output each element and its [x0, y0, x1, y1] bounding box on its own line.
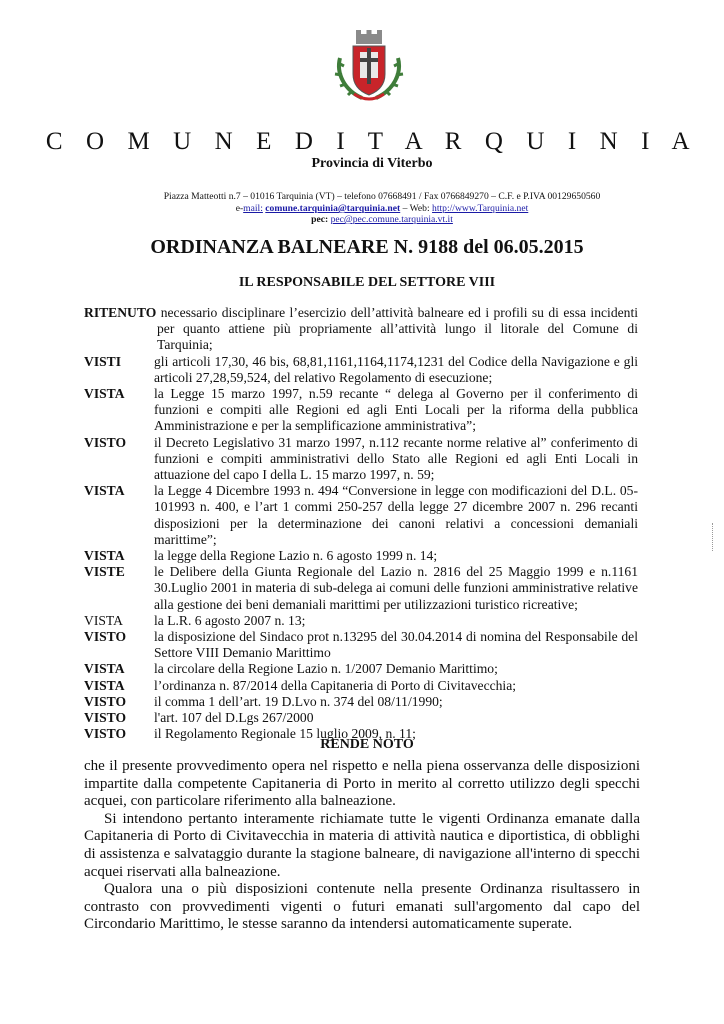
clause-label: VISTO [84, 726, 127, 742]
clause-row [84, 564, 638, 613]
clause-text: l’ordinanza n. 87/2014 della Capitaneria di Porto di Civitavecchia; [154, 677, 517, 693]
clause-text: l'art. 107 del D.Lgs 267/2000 [154, 710, 314, 726]
clause-text: la Legge 15 marzo 1997, n.59 recante “ delega al Governo per il conferimento di funzioni e compiti alle Regioni ed agli Enti Locali per la riforma della pubblica Amministrazione e per la semplificazione amministrativa”; [154, 386, 638, 434]
clause-row [84, 710, 638, 726]
clause-label: VISTO [84, 710, 127, 726]
clause-text: la legge della Regione Lazio n. 6 agosto 1999 n. 14; [154, 548, 438, 564]
clause-label: VISTA [84, 661, 125, 677]
municipality-title: C O M U N E D I T A R Q U I N I A [45, 128, 699, 155]
body-text [84, 758, 640, 934]
clause-label: RITENUTO [84, 305, 157, 320]
pec-line [0, 214, 724, 226]
paragraph: Qualora una o più disposizioni contenute nella presente Ordinanza risultassero in contrasto con provvedimenti vigenti o futuri emanati sull'argomento dal capo del Circondario Marittimo, le stesse saranno da intendersi automaticamente superate. [84, 881, 640, 933]
responsible-heading: IL RESPONSABILE DEL SETTORE VIII [238, 275, 496, 290]
clause-label: VISTO [84, 693, 127, 709]
clause-row [84, 386, 638, 435]
margin-mark [712, 523, 715, 551]
email-prefix: e- [235, 203, 244, 214]
clause-label: VISTA [84, 386, 125, 402]
pec-link[interactable]: pec@pec.comune.tarquinia.vt.it [330, 214, 453, 225]
clause-text: la circolare della Regione Lazio n. 1/2007 Demanio Marittimo; [154, 661, 498, 677]
email-label[interactable]: mail: [243, 203, 263, 214]
clause-text: necessario disciplinare l’esercizio dell’attività balneare ed i profili su di essa incidenti per quanto attiene più propriamente all’attività lungo il litorale del Comune di Tarquinia; [157, 305, 638, 353]
clause-row [84, 678, 638, 694]
clauses-list [84, 305, 638, 742]
clause-text: la Legge 4 Dicembre 1993 n. 494 “Conversione in legge con modificazioni del D.L. 05-101993 n. 400, e l’art 1 commi 250-257 della legge 27 dicembre 2007 n. 296 recanti disposizioni per la determinazione dei canoni relativi a concessioni demaniali marittime”; [154, 483, 638, 547]
clause-text: gli articoli 17,30, 46 bis, 68,81,1161,1164,1174,1231 del Codice della Navigazione e gli articoli 27,28,59,524, del relativo Regolamento di esecuzione; [154, 353, 638, 385]
paragraph: che il presente provvedimento opera nel rispetto e nella piena osservanza delle disposizioni impartite dalla competente Capitaneria di Porto in merito al corretto utilizzo degli specchi acquei, con particolare riferimento alla balneazione. [84, 758, 640, 810]
province-name: Provincia di Viterbo [311, 156, 433, 171]
clause-label: VISTE [84, 564, 125, 580]
clause-text: la disposizione del Sindaco prot n.13295 del 30.04.2014 di nomina del Responsabile del Settore VIII Demanio Marittimo [154, 629, 638, 661]
clause-text: il Decreto Legislativo 31 marzo 1997, n.112 recante norme relative al” conferimento di funzioni e compiti amministrativi dello Stato alle Regioni ed agli Enti Locali in attuazione del capo I della L. 15 marzo 1997, n. 59; [154, 434, 638, 483]
clause-label: VISTO [84, 629, 127, 645]
web-separator: – Web: [400, 203, 433, 214]
clause-label: VISTI [84, 353, 122, 369]
clause-row [84, 305, 638, 354]
clause-row [84, 629, 638, 661]
clause-row [84, 354, 638, 386]
clause-text: la L.R. 6 agosto 2007 n. 13; [154, 612, 306, 628]
address-line: Piazza Matteotti n.7 – 01016 Tarquinia (VT) – telefono 07668491 / Fax 0766849270 – C.F. e P.IVA 00129650560 [163, 191, 601, 202]
email-link[interactable]: comune.tarquinia@tarquinia.net [265, 203, 401, 214]
clause-text: il Regolamento Regionale 15 luglio 2009, n. 11; [154, 726, 416, 742]
clause-row [84, 548, 638, 564]
clause-text: le Delibere della Giunta Regionale del Lazio n. 2816 del 25 Maggio 1999 e n.1161 30.Luglio 2001 in materia di sub-delega ai comuni delle funzioni amministrative relative alla gestione dei beni demaniali marittimi per utilizzazioni turistico ricreative; [154, 564, 638, 612]
municipal-crest-icon [326, 28, 412, 104]
paragraph: Si intendono pertanto interamente richiamate tutte le vigenti Ordinanza emanate dalla Capitaneria di Porto di Civitavecchia in materia di attività nautica e diportistica, di obblighi di assistenza e salvataggio durante la stagione balneare, di navigazione all'interno di specchi acquei riservati alla balneazione. [84, 810, 640, 880]
web-link[interactable]: http://www.Tarquinia.net [432, 203, 529, 214]
clause-label: VISTO [84, 434, 127, 450]
clause-label: VISTA [84, 677, 125, 693]
clause-text: il comma 1 dell’art. 19 D.Lvo n. 374 del 08/11/1990; [154, 693, 443, 709]
rende-noto-heading: RENDE NOTO [320, 737, 414, 752]
clause-label: VISTA [84, 483, 125, 499]
ordinance-title: ORDINANZA BALNEARE N. 9188 del 06.05.2015 [150, 236, 584, 258]
clause-row [84, 661, 638, 677]
clause-label: VISTA [84, 612, 123, 628]
clause-row [84, 435, 638, 484]
clause-row [84, 483, 638, 548]
clause-row [84, 694, 638, 710]
clause-label: VISTA [84, 548, 125, 564]
clause-row [84, 613, 638, 629]
pec-label: pec: [311, 214, 329, 225]
